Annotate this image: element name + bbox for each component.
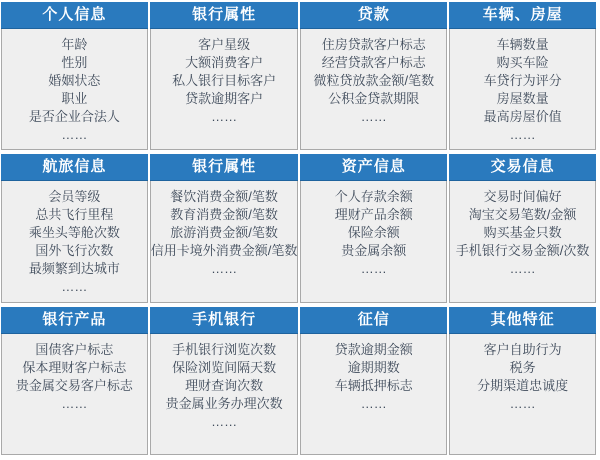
feature-item: …… xyxy=(360,109,387,124)
feature-item: …… xyxy=(61,127,88,142)
feature-item: 理财产品余额 xyxy=(334,207,413,223)
feature-item: 保险余额 xyxy=(347,225,400,241)
category-card-mobile-banking xyxy=(150,307,299,455)
feature-item: 客户星级 xyxy=(198,37,251,52)
card-title: 银行产品 xyxy=(1,307,148,334)
feature-item: 年龄 xyxy=(61,37,88,52)
card-title: 银行属性 xyxy=(150,154,299,181)
feature-item: 旅游消费金额/笔数 xyxy=(170,225,278,241)
feature-item: 个人存款余额 xyxy=(334,189,413,205)
category-card-loans xyxy=(300,2,447,150)
feature-item: 购买车险 xyxy=(496,55,549,70)
feature-item: 教育消费金额/笔数 xyxy=(170,207,278,223)
category-card-bank-attributes-1 xyxy=(150,2,299,150)
feature-item: …… xyxy=(509,127,536,142)
category-card-transaction-info xyxy=(449,154,596,302)
feature-item: 乘坐头等舱次数 xyxy=(28,225,120,241)
feature-item: 大额消费客户 xyxy=(185,55,264,70)
feature-item: 贵金属交易客户标志 xyxy=(15,377,133,393)
feature-item: 公积金贷款期限 xyxy=(328,91,420,106)
feature-item: 贵金属余额 xyxy=(341,243,407,259)
feature-item: 购买基金只数 xyxy=(483,225,562,241)
feature-item: …… xyxy=(360,395,387,411)
feature-item: 车辆数量 xyxy=(496,37,549,52)
feature-item: …… xyxy=(211,109,238,124)
category-card-credit-report xyxy=(300,307,447,455)
card-title: 征信 xyxy=(300,307,447,334)
feature-item: 职业 xyxy=(61,91,88,106)
feature-item: 是否企业合法人 xyxy=(28,109,120,124)
feature-list xyxy=(1,181,148,302)
feature-item: 餐饮消费金额/笔数 xyxy=(170,189,278,205)
card-title: 其他特征 xyxy=(449,307,596,334)
feature-item: 信用卡境外消费金额/笔数 xyxy=(150,243,298,259)
category-card-air-travel-info xyxy=(1,154,148,302)
feature-item: …… xyxy=(211,261,238,277)
card-title: 银行属性 xyxy=(150,2,299,29)
feature-item: 最高房屋价值 xyxy=(483,109,562,124)
feature-item: 保本理财客户标志 xyxy=(22,359,127,375)
feature-list xyxy=(150,29,299,150)
feature-item: …… xyxy=(211,413,238,429)
feature-list xyxy=(449,29,596,150)
feature-list xyxy=(449,334,596,455)
feature-list xyxy=(449,181,596,302)
feature-item: 客户自助行为 xyxy=(483,341,562,357)
feature-item: 贷款逾期客户 xyxy=(185,91,264,106)
feature-item: …… xyxy=(509,261,536,277)
card-title: 个人信息 xyxy=(1,2,148,29)
feature-item: …… xyxy=(509,395,536,411)
feature-item: 婚姻状态 xyxy=(48,73,101,88)
card-title: 手机银行 xyxy=(150,307,299,334)
feature-item: 经营贷款客户标志 xyxy=(321,55,426,70)
feature-item: 逾期期数 xyxy=(347,359,400,375)
feature-item: 国外飞行次数 xyxy=(35,243,114,259)
card-title: 贷款 xyxy=(300,2,447,29)
feature-item: 税务 xyxy=(509,359,536,375)
feature-item: 淘宝交易笔数/金额 xyxy=(468,207,577,223)
feature-item: 保险浏览间隔天数 xyxy=(172,359,277,375)
feature-item: 国债客户标志 xyxy=(35,341,114,357)
card-title: 航旅信息 xyxy=(1,154,148,181)
card-title: 车辆、房屋 xyxy=(449,2,596,29)
feature-list xyxy=(150,181,299,302)
feature-item: 房屋数量 xyxy=(496,91,549,106)
feature-item: 贵金属业务办理次数 xyxy=(165,395,283,411)
feature-item: 最频繁到达城市 xyxy=(28,261,120,277)
feature-item: …… xyxy=(360,261,387,277)
category-card-vehicle-house xyxy=(449,2,596,150)
feature-item: 理财查询次数 xyxy=(185,377,264,393)
feature-item: …… xyxy=(61,279,88,295)
feature-list xyxy=(1,334,148,455)
feature-list xyxy=(150,334,299,455)
feature-item: …… xyxy=(61,395,88,411)
feature-item: 手机银行交易金额/次数 xyxy=(455,243,590,259)
category-card-bank-products xyxy=(1,307,148,455)
feature-item: 性别 xyxy=(61,55,88,70)
feature-list xyxy=(300,334,447,455)
feature-item: 车贷行为评分 xyxy=(483,73,562,88)
feature-item: 交易时间偏好 xyxy=(483,189,562,205)
category-card-personal-info xyxy=(1,2,148,150)
feature-item: 手机银行浏览次数 xyxy=(172,341,277,357)
feature-item: 车辆抵押标志 xyxy=(334,377,413,393)
feature-list xyxy=(300,29,447,150)
feature-item: 住房贷款客户标志 xyxy=(321,37,426,52)
category-card-bank-attributes-2 xyxy=(150,154,299,302)
feature-item: 贷款逾期金额 xyxy=(334,341,413,357)
feature-item: 总共飞行里程 xyxy=(35,207,114,223)
category-card-asset-info xyxy=(300,154,447,302)
feature-list xyxy=(1,29,148,150)
card-title: 交易信息 xyxy=(449,154,596,181)
feature-item: 分期渠道忠诚度 xyxy=(477,377,569,393)
feature-item: 私人银行目标客户 xyxy=(172,73,277,88)
card-title: 资产信息 xyxy=(300,154,447,181)
feature-item: 微粒贷放款金额/笔数 xyxy=(313,73,435,88)
feature-list xyxy=(300,181,447,302)
category-card-other-features xyxy=(449,307,596,455)
feature-item: 会员等级 xyxy=(48,189,101,205)
